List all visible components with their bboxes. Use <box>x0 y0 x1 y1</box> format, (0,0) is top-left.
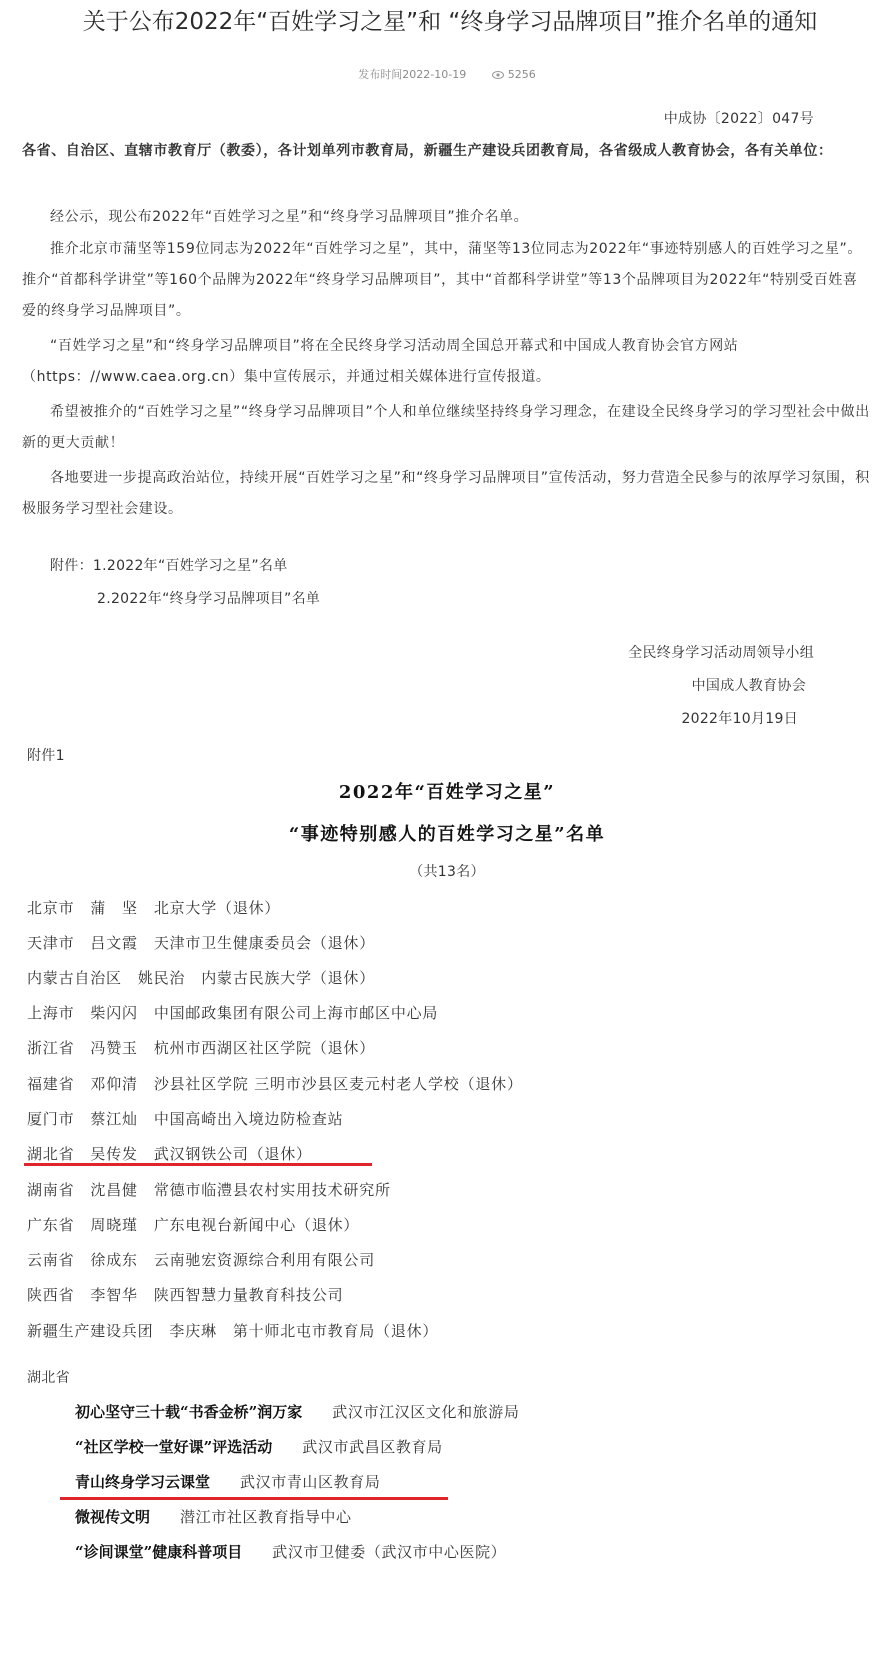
person-row <box>27 1284 343 1305</box>
person-org: 天津市卫生健康委员会（退休） <box>153 934 376 952</box>
eye-icon <box>492 71 504 79</box>
person-row <box>27 897 280 918</box>
person-name: 柴闪闪 <box>90 1004 138 1022</box>
view-count-value: 5256 <box>507 68 536 81</box>
person-region: 福建省 <box>27 1075 75 1093</box>
person-name: 沈昌健 <box>90 1181 138 1199</box>
project-org: 武汉市江汉区文化和旅游局 <box>332 1403 520 1421</box>
project-name: 微视传文明 <box>75 1508 151 1526</box>
person-row <box>27 1037 375 1058</box>
person-name: 李智华 <box>90 1286 138 1304</box>
project-row <box>75 1541 506 1562</box>
person-region: 北京市 <box>27 899 75 917</box>
person-row <box>27 1214 359 1235</box>
person-row <box>27 1143 312 1164</box>
person-name: 蔡江灿 <box>90 1110 138 1128</box>
person-name: 邓仰清 <box>90 1075 138 1093</box>
person-name: 吴传发 <box>90 1145 138 1163</box>
person-region: 厦门市 <box>27 1110 75 1128</box>
highlight-underline <box>60 1497 448 1500</box>
view-count <box>492 68 536 81</box>
signature-date: 2022年10月19日 <box>681 711 798 727</box>
project-row <box>75 1471 380 1492</box>
person-name: 徐成东 <box>90 1251 138 1269</box>
person-row <box>27 1320 438 1341</box>
paragraph: 希望被推介的“百姓学习之星”“终身学习品牌项目”个人和单位继续坚持终身学习理念，在建设全民终身学习的学习型社会中做出新的更大贡献！ <box>22 404 870 451</box>
province-label: 湖北省 <box>27 1370 70 1386</box>
person-region: 湖北省 <box>27 1145 75 1163</box>
person-name: 冯赞玉 <box>90 1039 138 1057</box>
document-number: 中成协〔2022〕047号 <box>663 111 814 127</box>
person-region: 新疆生产建设兵团 <box>27 1322 154 1340</box>
person-row <box>27 1108 343 1129</box>
person-org: 第十师北屯市教育局（退休） <box>232 1322 439 1340</box>
project-name: “诊间课堂”健康科普项目 <box>75 1543 243 1561</box>
person-org: 广东电视台新闻中心（退休） <box>153 1216 360 1234</box>
person-region: 浙江省 <box>27 1039 75 1057</box>
person-name: 周晓瑾 <box>90 1216 138 1234</box>
person-region: 湖南省 <box>27 1181 75 1199</box>
project-row <box>75 1506 352 1527</box>
publish-time: 发布时间2022-10-19 <box>358 68 467 81</box>
annex-label: 附件1 <box>27 748 65 764</box>
addressee: 各省、自治区、直辖市教育厅（教委），各计划单列市教育局，新疆生产建设兵团教育局，各省级成人教育协会，各有关单位： <box>22 143 833 159</box>
project-name: “社区学校一堂好课”评选活动 <box>75 1438 273 1456</box>
paragraph: “百姓学习之星”和“终身学习品牌项目”将在全民终身学习活动周全国总开幕式和中国成人教育协会官方网站（https：//www.caea.org.cn）集中宣传展示，并通过相关媒体进行宣传报道。 <box>22 338 739 385</box>
person-name: 姚民治 <box>137 969 186 987</box>
person-row <box>27 1249 375 1270</box>
person-org: 中国高崎出入境边防检查站 <box>153 1110 344 1128</box>
person-region: 上海市 <box>27 1004 75 1022</box>
annex-heading: 2022年“百姓学习之星” <box>338 782 556 803</box>
signature-line: 全民终身学习活动周领导小组 <box>628 645 814 661</box>
attachment-line: 2.2022年“终身学习品牌项目”名单 <box>97 591 321 607</box>
person-row <box>27 1179 391 1200</box>
person-region: 内蒙古自治区 <box>27 969 122 987</box>
project-org: 潜江市社区教育指导中心 <box>180 1508 352 1526</box>
project-org: 武汉市卫健委（武汉市中心医院） <box>272 1543 507 1561</box>
paragraph: 推介北京市蒲坚等159位同志为2022年“百姓学习之星”，其中，蒲坚等13位同志为2022年“事迹特别感人的百姓学习之星”。推介“首都科学讲堂”等160个品牌为2022年“终身学习品牌项目”，其中“首都科学讲堂”等13个品牌项目为2022年“特别受百姓喜爱的终身学习品牌项目”。 <box>22 241 863 319</box>
project-row <box>75 1436 443 1457</box>
person-row <box>27 932 375 953</box>
article-meta <box>0 66 894 82</box>
person-org: 陕西智慧力量教育科技公司 <box>153 1286 344 1304</box>
paragraph: 各地要进一步提高政治站位，持续开展“百姓学习之星”和“终身学习品牌项目”宣传活动，努力营造全民参与的浓厚学习氛围，积极服务学习型社会建设。 <box>22 470 870 517</box>
person-region: 天津市 <box>27 934 75 952</box>
person-org: 沙县社区学院 三明市沙县区麦元村老人学校（退休） <box>153 1075 523 1093</box>
highlight-underline <box>24 1163 372 1166</box>
attachment-line: 附件：1.2022年“百姓学习之星”名单 <box>50 558 288 574</box>
annex-subheading: “事迹特别感人的百姓学习之星”名单 <box>288 824 606 845</box>
person-org: 云南驰宏资源综合利用有限公司 <box>153 1251 376 1269</box>
person-region: 云南省 <box>27 1251 75 1269</box>
project-row <box>75 1401 519 1422</box>
article-title: 关于公布2022年“百姓学习之星”和 “终身学习品牌项目”推介名单的通知 <box>82 9 818 35</box>
person-name: 蒲 坚 <box>90 899 138 917</box>
person-name: 吕文霞 <box>90 934 138 952</box>
project-name: 初心坚守三十载“书香金桥”润万家 <box>75 1403 303 1421</box>
project-org: 武汉市青山区教育局 <box>240 1473 381 1491</box>
project-name: 青山终身学习云课堂 <box>75 1473 211 1491</box>
person-org: 常德市临澧县农村实用技术研究所 <box>153 1181 391 1199</box>
project-org: 武汉市武昌区教育局 <box>302 1438 443 1456</box>
person-row <box>27 1073 523 1094</box>
person-org: 中国邮政集团有限公司上海市邮区中心局 <box>153 1004 439 1022</box>
annex-count: （共13名） <box>409 864 485 880</box>
person-row <box>27 1002 438 1023</box>
person-org: 北京大学（退休） <box>153 899 281 917</box>
person-org: 武汉钢铁公司（退休） <box>153 1145 312 1163</box>
person-org: 杭州市西湖区社区学院（退休） <box>153 1039 376 1057</box>
person-region: 陕西省 <box>27 1286 75 1304</box>
paragraph: 经公示，现公布2022年“百姓学习之星”和“终身学习品牌项目”推介名单。 <box>50 209 529 225</box>
person-row <box>27 967 375 988</box>
signature-line: 中国成人教育协会 <box>691 678 806 694</box>
person-name: 李庆琳 <box>169 1322 217 1340</box>
person-org: 内蒙古民族大学（退休） <box>201 969 376 987</box>
person-region: 广东省 <box>27 1216 75 1234</box>
